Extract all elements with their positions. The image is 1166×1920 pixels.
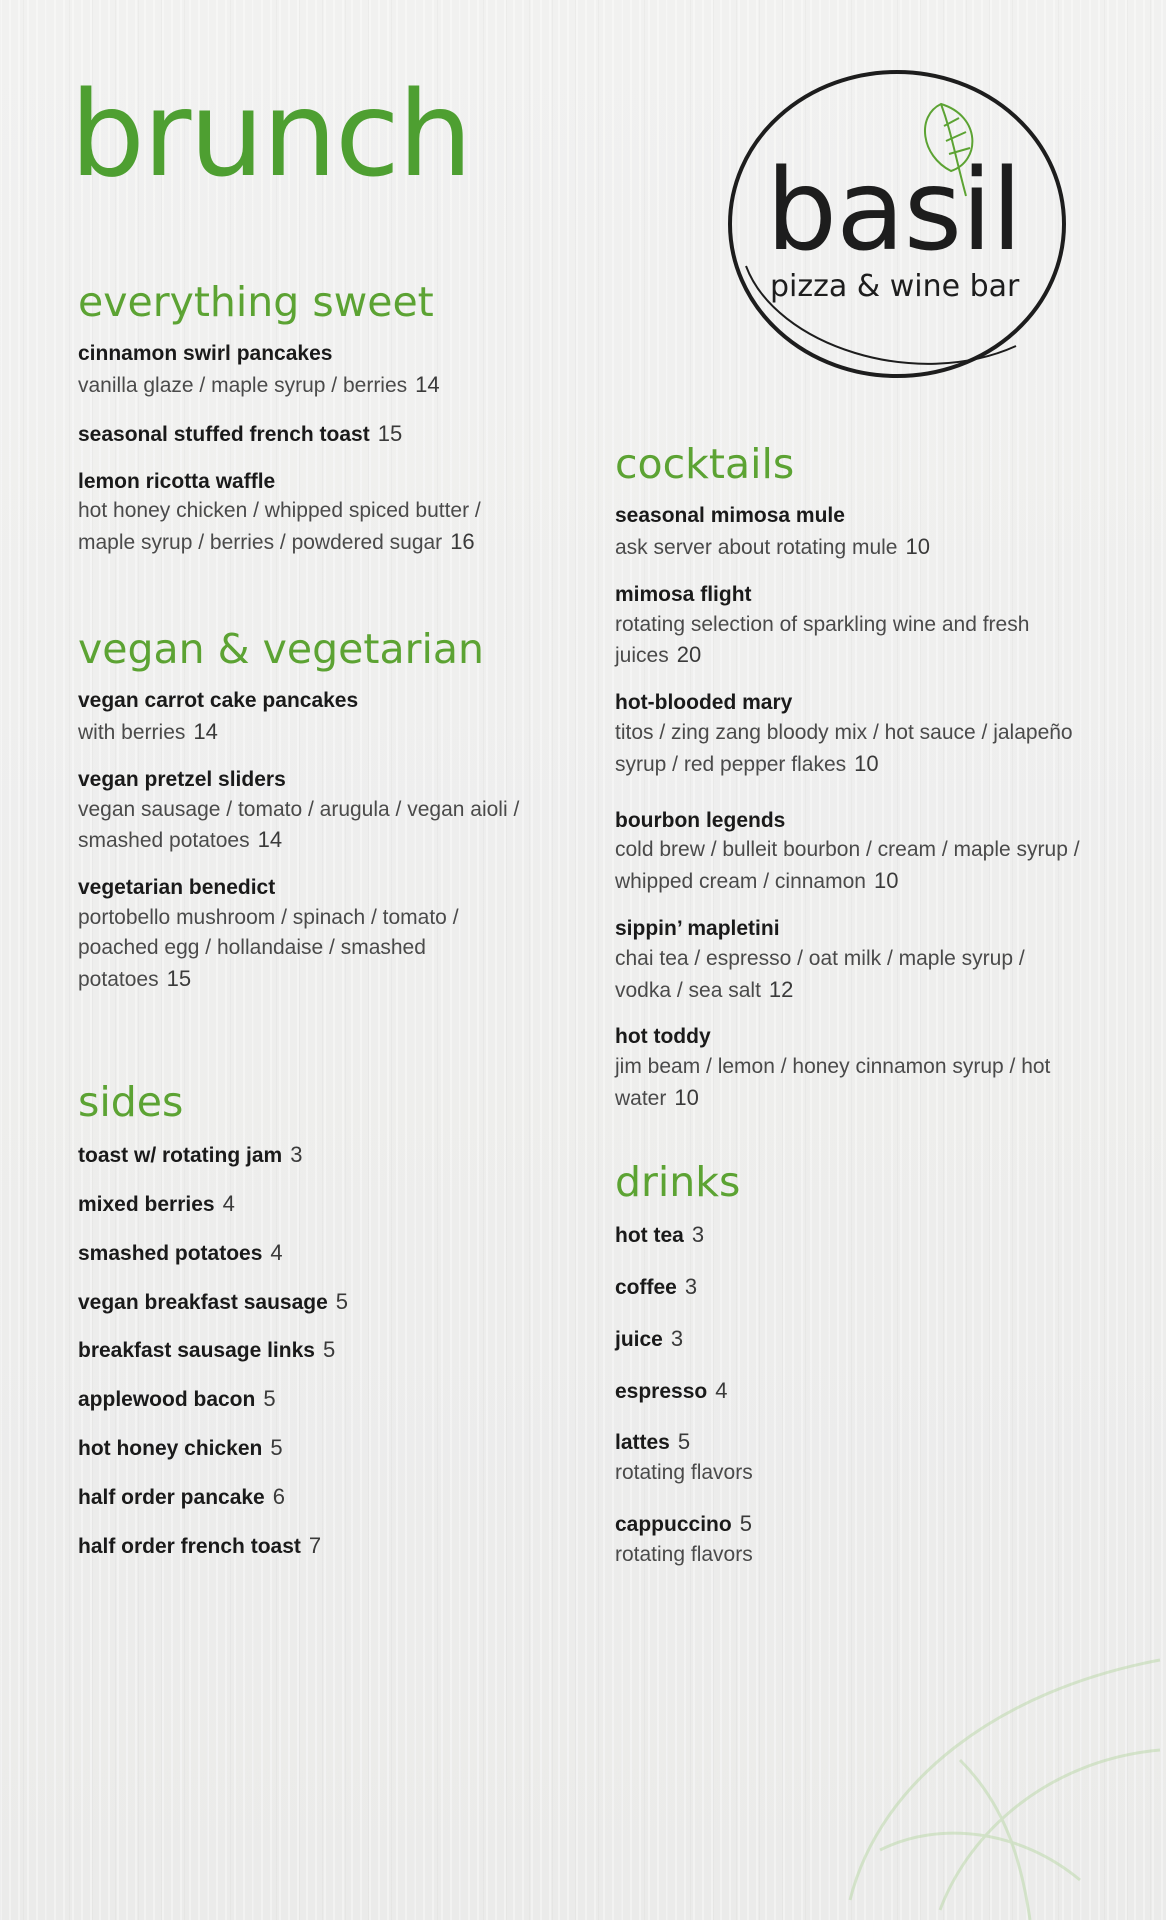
item-name: half order french toast <box>78 1534 301 1558</box>
menu-item <box>615 580 1085 671</box>
item-name: vegan pretzel sliders <box>78 767 286 791</box>
item-price: 3 <box>290 1142 303 1168</box>
item-name: lemon ricotta waffle <box>78 469 276 493</box>
item-name: coffee <box>615 1275 677 1299</box>
item-name: juice <box>615 1327 663 1351</box>
item-price: 7 <box>308 1532 322 1558</box>
item-desc: vegan sausage / tomato / arugula / vegan aioli / smashed potatoes <box>78 797 520 853</box>
item-name: smashed potatoes <box>78 1241 263 1265</box>
leaf-watermark-icon <box>820 1600 1166 1920</box>
menu-item <box>615 1022 1085 1113</box>
section-title: cocktails <box>615 440 795 488</box>
menu-item <box>78 765 538 856</box>
item-name: vegan carrot cake pancakes <box>78 689 359 713</box>
item-name: espresso <box>615 1379 708 1403</box>
item-price: 5 <box>263 1386 276 1412</box>
item-price: 15 <box>377 420 403 446</box>
menu-item <box>615 1426 1085 1488</box>
section-everything-sweet <box>78 280 538 575</box>
menu-item <box>615 1219 1085 1251</box>
item-name: half order pancake <box>78 1485 265 1509</box>
menu-item <box>78 1139 538 1171</box>
item-price: 5 <box>322 1337 336 1363</box>
menu-item <box>615 501 1085 563</box>
logo-name: basil <box>766 146 1022 276</box>
section-title: vegan & vegetarian <box>78 625 484 673</box>
item-price: 4 <box>270 1239 283 1265</box>
item-price: 10 <box>873 868 899 894</box>
section-title: drinks <box>615 1158 741 1206</box>
section-title: sides <box>78 1078 184 1126</box>
menu-item <box>615 914 1085 1005</box>
item-name: bourbon legends <box>615 808 786 832</box>
item-name: lattes <box>615 1431 670 1455</box>
item-desc: portobello mushroom / spinach / tomato / poached egg / hollandaise / smashed potatoes <box>78 905 459 991</box>
section-vegan-vegetarian <box>78 627 538 1011</box>
item-desc: chai tea / espresso / oat milk / maple syrup / vodka / sea salt <box>615 946 1025 1002</box>
item-price: 5 <box>335 1288 349 1314</box>
item-name: toast w/ rotating jam <box>78 1144 283 1168</box>
item-desc: cold brew / bulleit bourbon / cream / maple syrup / whipped cream / cinnamon <box>615 838 1080 894</box>
item-name: hot toddy <box>615 1025 711 1049</box>
item-name: mixed berries <box>78 1192 215 1216</box>
item-price: 14 <box>257 827 283 853</box>
item-name: seasonal stuffed french toast <box>78 422 370 446</box>
menu-item <box>78 873 538 994</box>
menu-item <box>78 467 538 558</box>
item-price: 14 <box>415 371 440 397</box>
menu-item <box>78 1530 538 1562</box>
item-price: 5 <box>270 1434 283 1460</box>
menu-item <box>78 1383 538 1415</box>
item-name: sippin’ mapletini <box>615 917 780 941</box>
item-desc: hot honey chicken / whipped spiced butter / maple syrup / berries / powdered sugar <box>78 499 481 555</box>
menu-item <box>78 1188 538 1220</box>
menu-item <box>615 1323 1085 1355</box>
menu-item <box>78 1237 538 1269</box>
item-desc: with berries <box>78 720 186 744</box>
section-cocktails <box>615 442 1085 1131</box>
item-name: mimosa flight <box>615 582 752 606</box>
item-name: cinnamon swirl pancakes <box>78 342 333 366</box>
item-name: hot-blooded mary <box>615 691 793 715</box>
menu-item <box>78 1286 538 1318</box>
menu-item <box>615 806 1085 897</box>
item-name: vegetarian benedict <box>78 876 276 900</box>
menu-item <box>615 688 1085 779</box>
section-drinks <box>615 1160 1085 1590</box>
menu-item <box>78 418 538 450</box>
menu-item <box>615 1271 1085 1303</box>
item-name: breakfast sausage links <box>78 1339 315 1363</box>
menu-item <box>615 1508 1085 1570</box>
item-desc: titos / zing zang bloody mix / hot sauce / jalapeño syrup / red pepper flakes <box>615 720 1073 776</box>
item-price: 3 <box>670 1325 684 1351</box>
item-price: 10 <box>674 1085 699 1111</box>
item-name: hot honey chicken <box>78 1436 263 1460</box>
item-desc: jim beam / lemon / honey cinnamon syrup / hot water <box>615 1055 1051 1111</box>
item-name: cappuccino <box>615 1512 732 1536</box>
logo-tagline: pizza & wine bar <box>770 269 1020 304</box>
item-desc: ask server about rotating mule <box>615 535 898 559</box>
item-price: 4 <box>222 1190 235 1216</box>
menu-item <box>78 339 538 401</box>
item-name: seasonal mimosa mule <box>615 504 845 528</box>
item-price: 12 <box>768 976 794 1002</box>
item-name: hot tea <box>615 1224 684 1248</box>
menu-item <box>78 686 538 748</box>
item-price: 10 <box>905 533 930 559</box>
item-price: 14 <box>193 718 218 744</box>
item-price: 5 <box>739 1510 752 1536</box>
item-price: 3 <box>691 1222 705 1248</box>
menu-item <box>615 1375 1085 1407</box>
item-name: vegan breakfast sausage <box>78 1290 328 1314</box>
item-price: 10 <box>854 750 879 776</box>
menu-item <box>78 1432 538 1464</box>
item-desc: rotating flavors <box>615 1461 753 1485</box>
item-price: 4 <box>715 1377 728 1403</box>
item-desc: rotating selection of sparkling wine and fresh juices <box>615 612 1030 668</box>
menu-item <box>78 1334 538 1366</box>
item-price: 20 <box>676 642 702 668</box>
item-price: 15 <box>166 965 192 991</box>
item-price: 3 <box>684 1273 698 1299</box>
menu-item <box>78 1481 538 1513</box>
item-price: 16 <box>450 529 475 555</box>
section-title: everything sweet <box>78 278 434 326</box>
section-sides <box>78 1080 538 1578</box>
page-title: brunch <box>70 65 471 203</box>
item-desc: rotating flavors <box>615 1542 753 1566</box>
item-price: 6 <box>272 1483 285 1509</box>
item-name: applewood bacon <box>78 1388 256 1412</box>
item-desc: vanilla glaze / maple syrup / berries <box>78 373 408 397</box>
item-price: 5 <box>677 1429 691 1455</box>
